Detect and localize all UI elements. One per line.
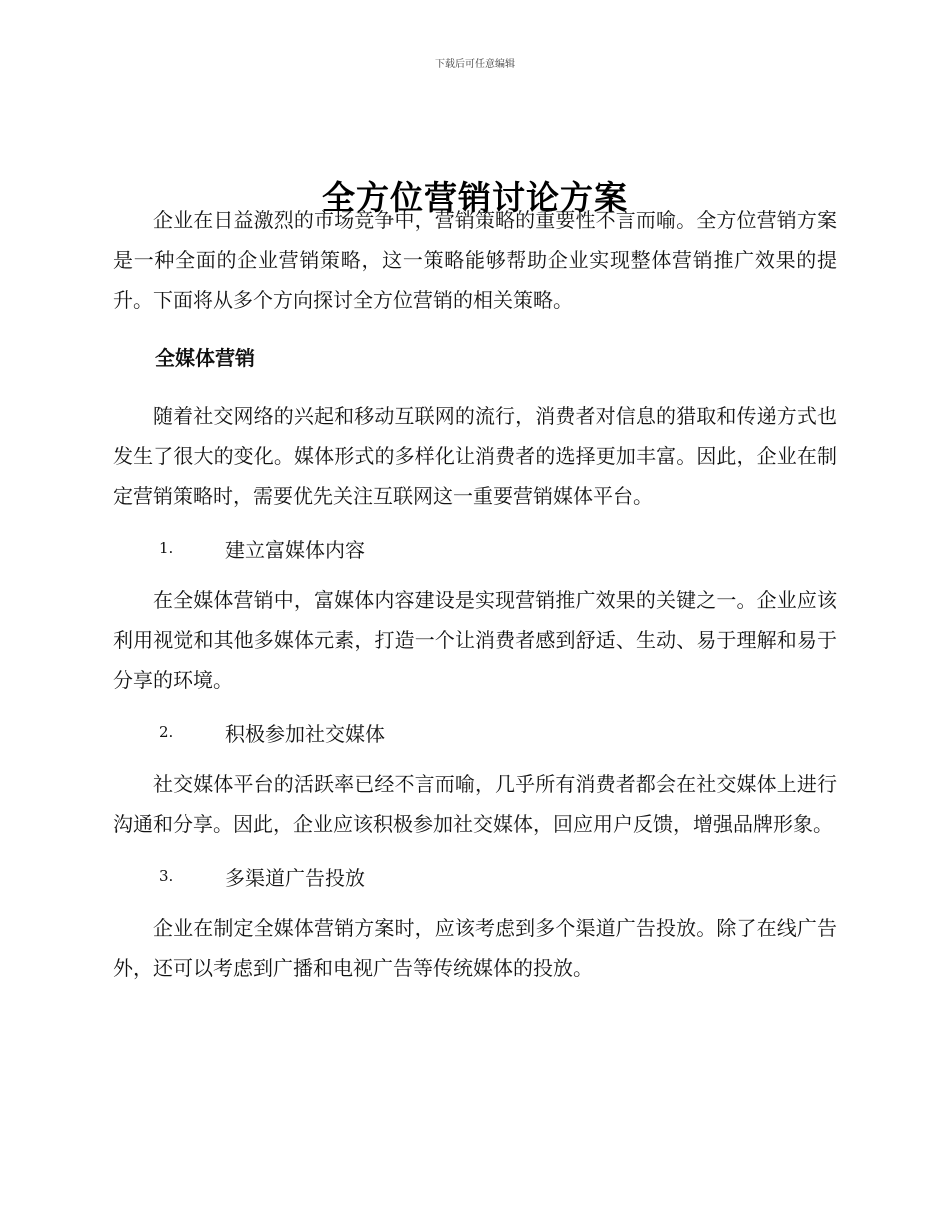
item-number: 2. <box>159 723 174 741</box>
item-paragraph: 企业在制定全媒体营销方案时，应该考虑到多个渠道广告投放。除了在线广告外，还可以考虑到广播和电视广告等传统媒体的投放。 <box>113 916 837 980</box>
intro-paragraph: 企业在日益激烈的市场竞争中，营销策略的重要性不言而喻。全方位营销方案是一种全面的企业营销策略，这一策略能够帮助企业实现整体营销推广效果的提升。下面将从多个方向探讨全方位营销的相关策略。 <box>113 208 837 312</box>
page-header-note: 下载后可任意编辑 <box>435 59 515 70</box>
numbered-item-1 <box>159 528 837 568</box>
section-paragraph: 随着社交网络的兴起和移动互联网的流行，消费者对信息的猎取和传递方式也发生了很大的变化。媒体形式的多样化让消费者的选择更加丰富。因此，企业在制定营销策略时，需要优先关注互联网这一重要营销媒体平台。 <box>113 404 837 508</box>
numbered-item-3 <box>159 856 837 896</box>
item-label: 建立富媒体内容 <box>225 537 365 562</box>
document-body <box>113 200 837 988</box>
numbered-item-2 <box>159 712 837 752</box>
item-label: 积极参加社交媒体 <box>225 721 385 746</box>
document-title: 全方位营销讨论方案 <box>322 178 628 218</box>
item-number: 1. <box>159 539 174 557</box>
item-number: 3. <box>159 867 174 885</box>
section-heading: 全媒体营销 <box>155 346 255 370</box>
item-label: 多渠道广告投放 <box>225 865 365 890</box>
item-paragraph: 社交媒体平台的活跃率已经不言而喻，几乎所有消费者都会在社交媒体上进行沟通和分享。因此，企业应该积极参加社交媒体，回应用户反馈，增强品牌形象。 <box>113 772 837 836</box>
item-paragraph: 在全媒体营销中，富媒体内容建设是实现营销推广效果的关键之一。企业应该利用视觉和其他多媒体元素，打造一个让消费者感到舒适、生动、易于理解和易于分享的环境。 <box>113 588 837 692</box>
